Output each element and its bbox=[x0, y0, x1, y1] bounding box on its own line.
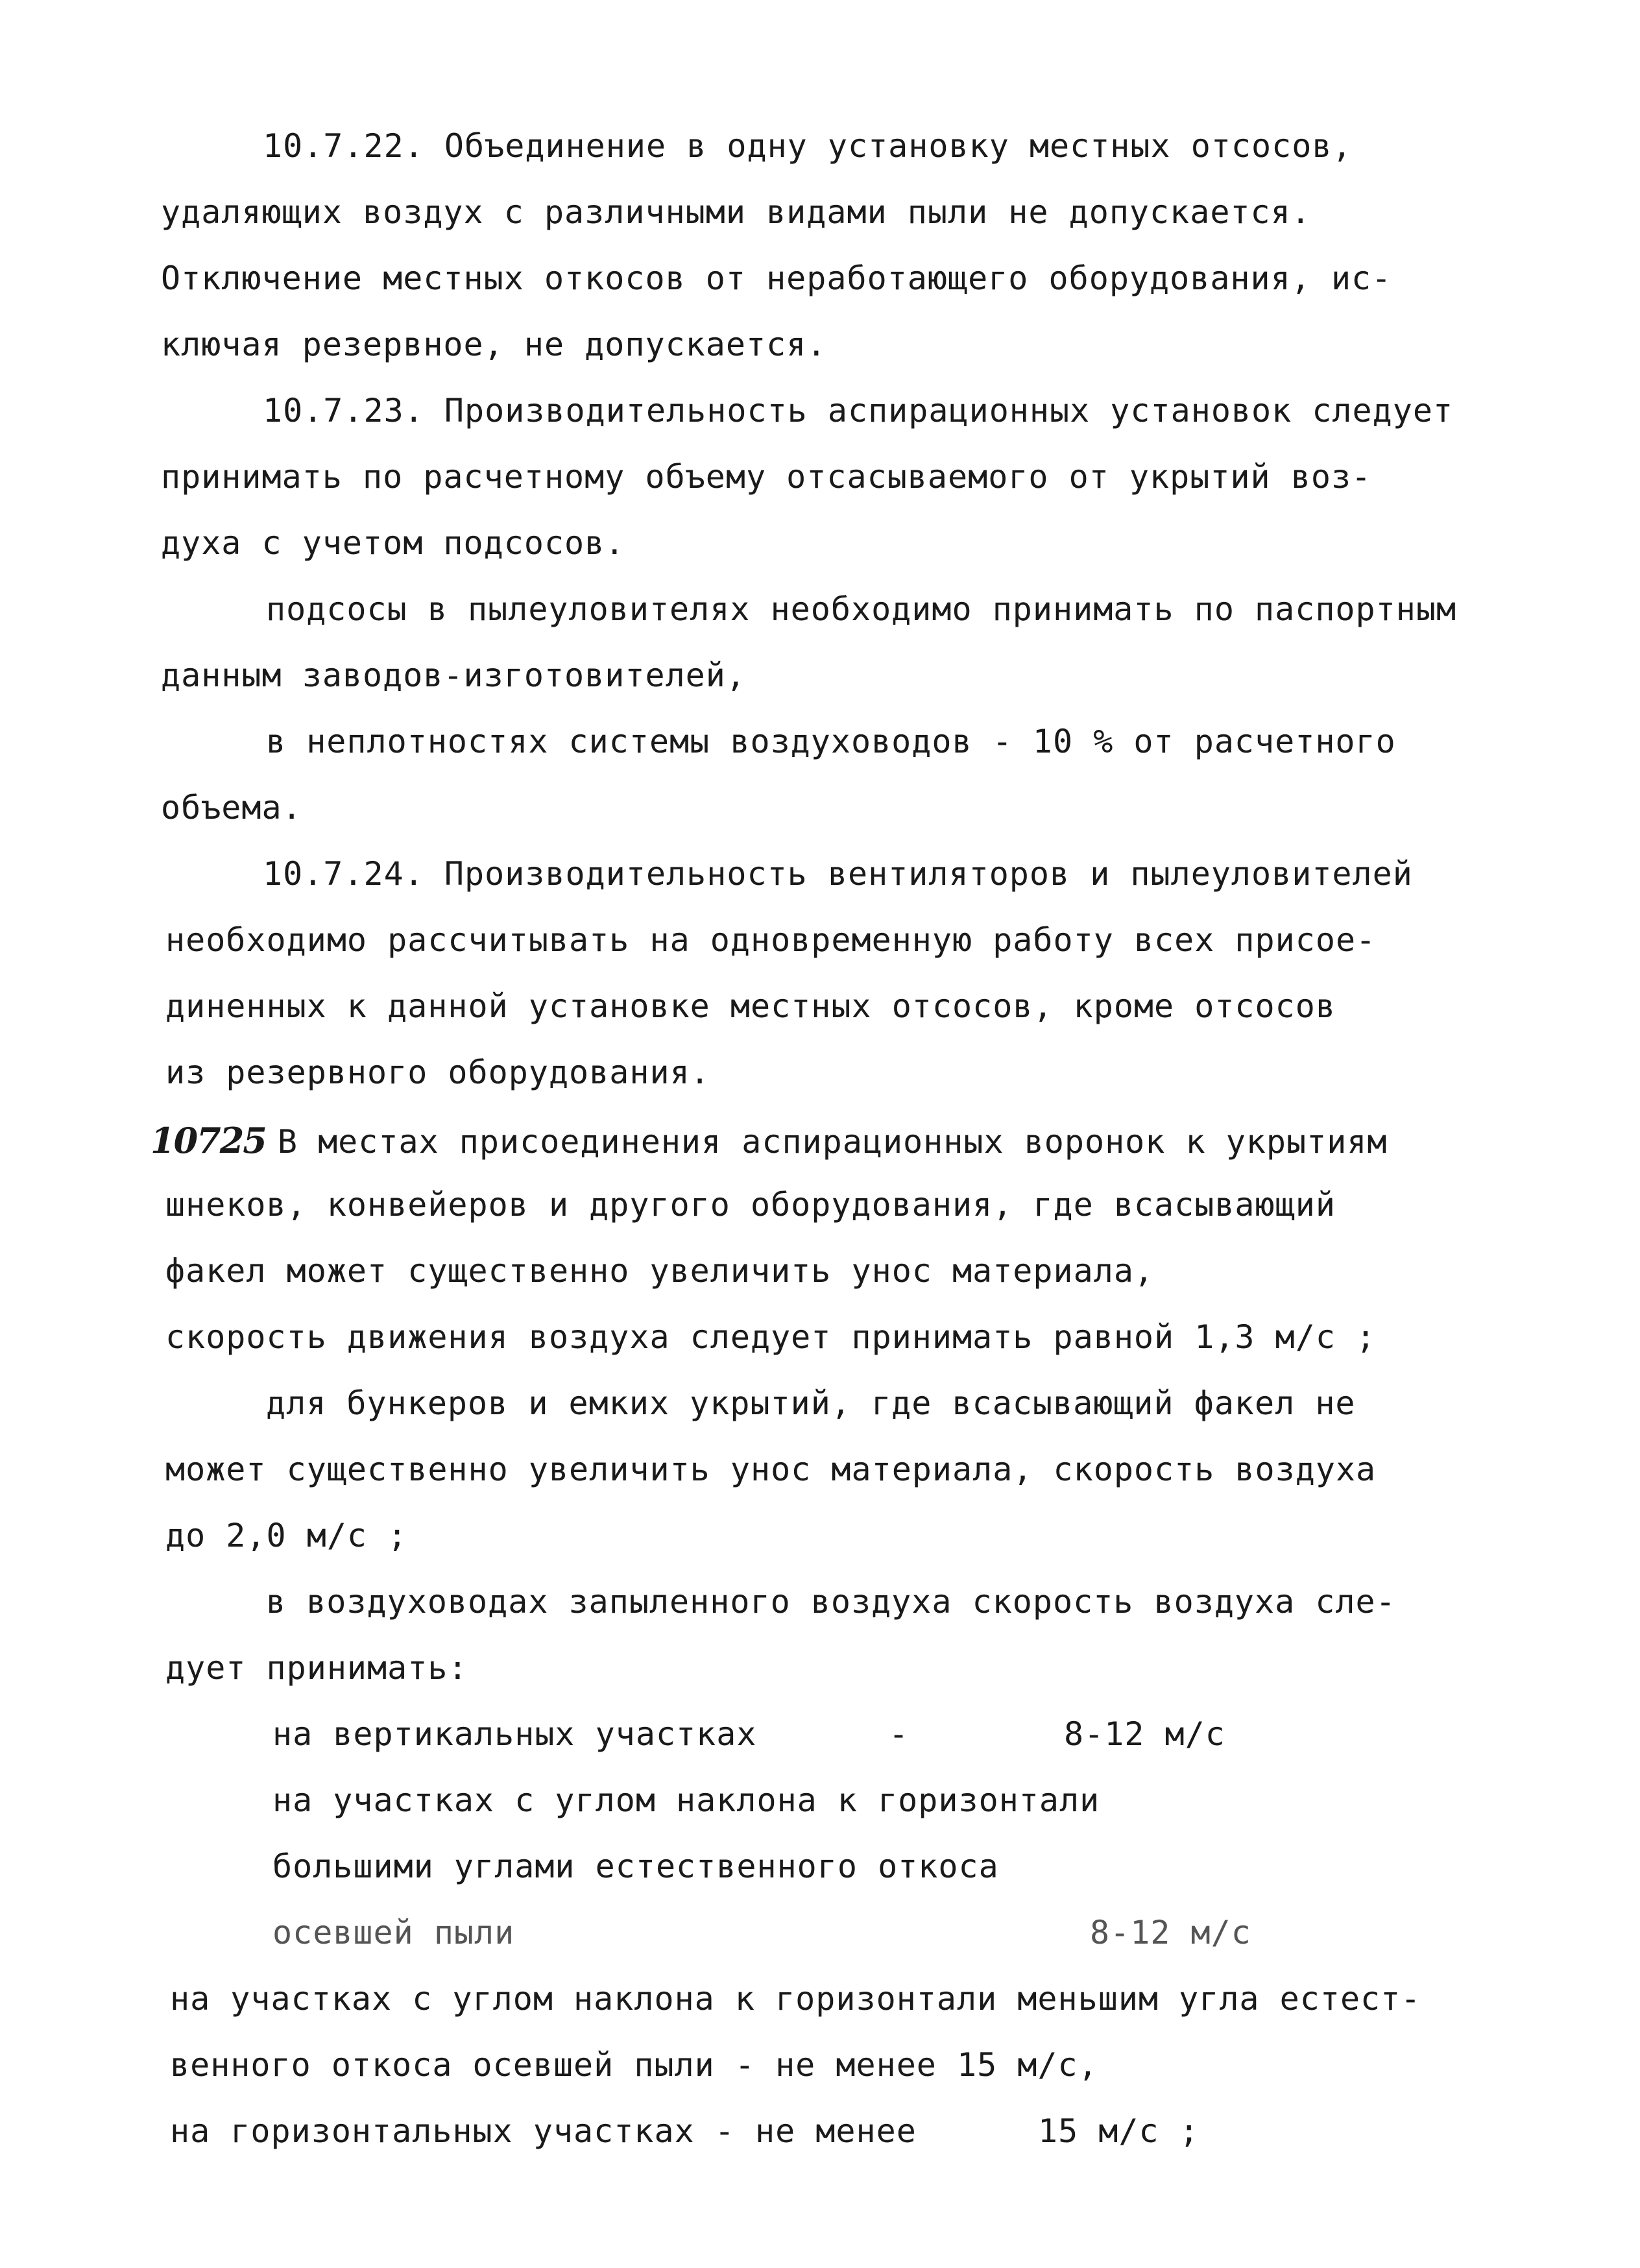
text-line-19: скорость движения воздуха следует принимать равной 1,3 м/с ; bbox=[165, 1318, 1377, 1356]
text-line-6: принимать по расчетному объему отсасываемого от укрытий воз- bbox=[161, 458, 1372, 496]
text-line-8: подсосы в пылеуловителях необходимо принимать по паспортным bbox=[266, 590, 1457, 628]
text-line-2: удаляющих воздух с различными видами пыли не допускается. bbox=[161, 193, 1311, 231]
text-line-16-body: В местах присоединения аспирационных воронок к укрытиям bbox=[277, 1123, 1388, 1161]
text-line-32: 15 м/с ; bbox=[1038, 2112, 1200, 2150]
text-line-1: 10.7.22. Объединение в одну установку местных отсосов, bbox=[263, 127, 1353, 165]
text-line-12: 10.7.24. Производительность вентиляторов и пылеуловителей bbox=[263, 855, 1413, 893]
text-line-3: Отключение местных откосов от неработающего оборудования, ис- bbox=[161, 259, 1392, 297]
handwritten-section-number: 10725 bbox=[151, 1120, 266, 1161]
text-line-10: в неплотностях системы воздуховодов - 10 % от расчетного bbox=[266, 723, 1396, 760]
text-line-25: на вертикальных участках bbox=[272, 1715, 757, 1753]
text-line-21: может существенно увеличить унос материала, скорость воздуха bbox=[165, 1451, 1377, 1488]
text-line-11: объема. bbox=[161, 789, 302, 826]
text-line-13: необходимо рассчитывать на одновременную работу всех присое- bbox=[165, 921, 1377, 959]
text-line-14: диненных к данной установке местных отсосов, кроме отсосов bbox=[165, 987, 1336, 1025]
vertical-speed-value: 8-12 м/с bbox=[1064, 1715, 1225, 1753]
text-line-7: духа с учетом подсосов. bbox=[161, 524, 625, 562]
text-line-30: венного откоса осевшей пыли - не менее 15 м/с, bbox=[170, 2046, 1098, 2084]
text-line-20: для бункеров и емких укрытий, где всасывающий факел не bbox=[266, 1384, 1356, 1422]
text-line-16 bbox=[151, 1120, 1388, 1161]
text-line-9: данным заводов-изготовителей, bbox=[161, 657, 746, 694]
text-line-24: дует принимать: bbox=[165, 1649, 468, 1687]
text-line-23: в воздуховодах запыленного воздуха скорость воздуха сле- bbox=[266, 1583, 1396, 1621]
text-line-31: на горизонтальных участках - не менее bbox=[170, 2112, 917, 2150]
text-line-5: 10.7.23. Производительность аспирационных установок следует bbox=[263, 392, 1454, 429]
text-line-4: ключая резервное, не допускается. bbox=[161, 326, 827, 363]
text-line-26: на участках с углом наклона к горизонтали bbox=[272, 1781, 1100, 1819]
vertical-dash: - bbox=[889, 1715, 910, 1753]
text-line-27: большими углами естественного откоса bbox=[272, 1848, 999, 1885]
text-line-22: до 2,0 м/с ; bbox=[165, 1517, 408, 1554]
text-line-28: осевшей пыли bbox=[272, 1914, 515, 1951]
inclined-speed-value: 8-12 м/с bbox=[1090, 1914, 1251, 1951]
text-line-29: на участках с углом наклона к горизонтали меньшим угла естест- bbox=[170, 1980, 1421, 2018]
text-line-18: факел может существенно увеличить унос материала, bbox=[165, 1252, 1155, 1290]
text-line-17: шнеков, конвейеров и другого оборудования, где всасывающий bbox=[165, 1186, 1336, 1224]
text-line-15: из резервного оборудования. bbox=[165, 1054, 710, 1091]
